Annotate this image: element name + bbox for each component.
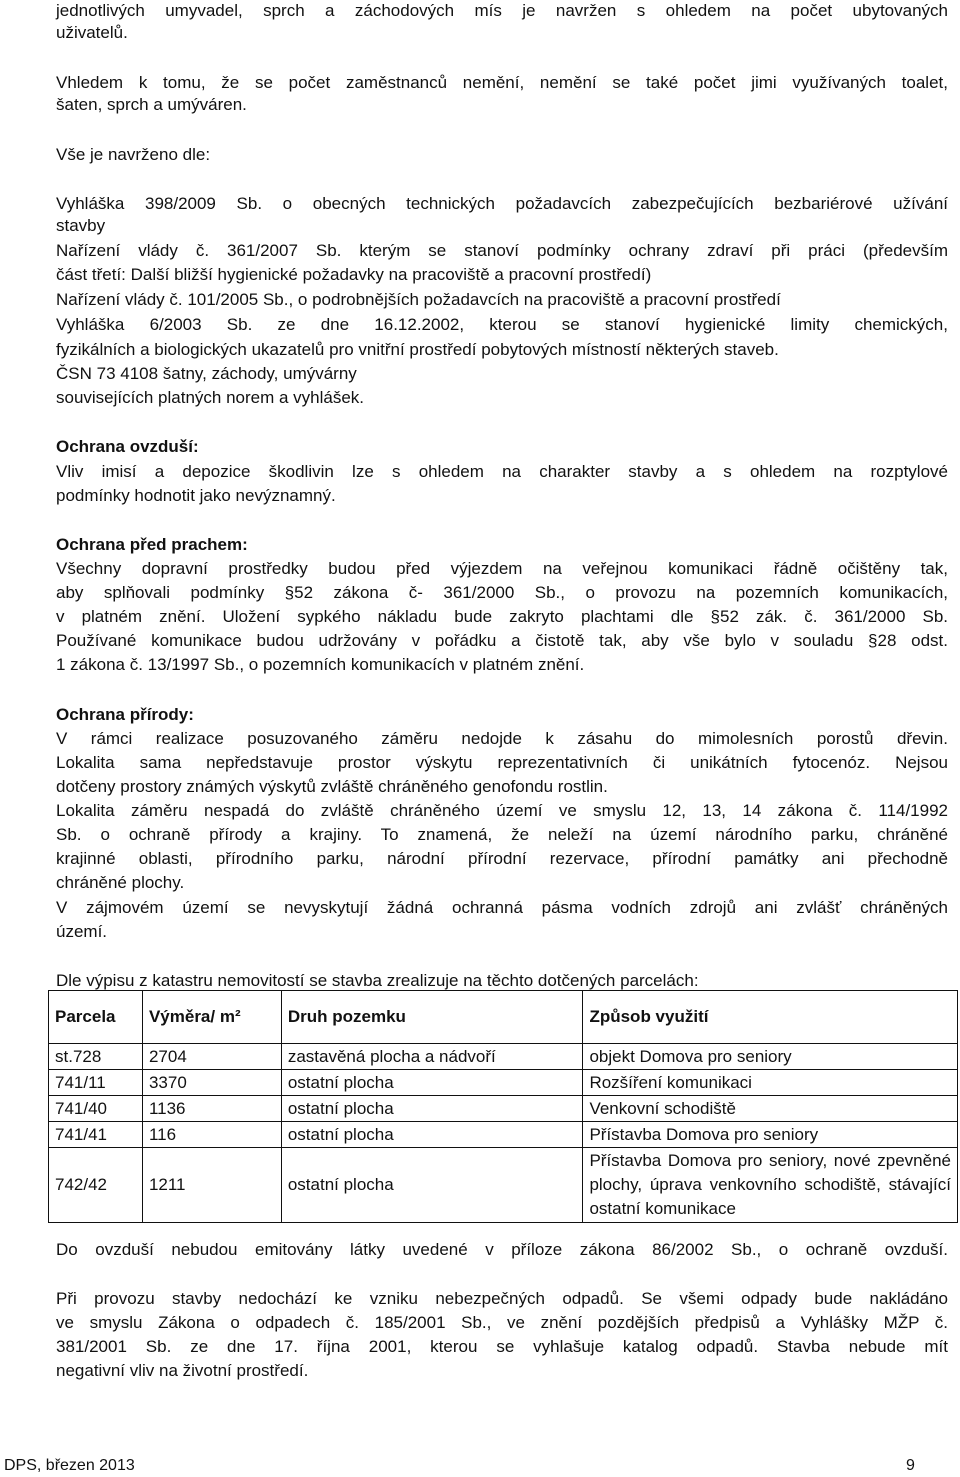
text-line: jednotlivých umyvadel, sprch a záchodových mís je navržen s ohledem na počet ubytovaných — [56, 1, 948, 20]
text-line: podmínky hodnotit jako nevýznamný. — [56, 486, 336, 505]
cell-druh: zastavěná plocha a nádvoří — [281, 1044, 583, 1070]
cell-druh: ostatní plocha — [281, 1096, 583, 1122]
section-heading-ovzdusi: Ochrana ovzduší: — [56, 437, 199, 456]
text-line: ve smyslu Zákona o odpadech č. 185/2001 Sb., ve znění pozdějších předpisů a Vyhlášky MŽP č. — [56, 1313, 948, 1332]
cell-druh: ostatní plocha — [281, 1148, 583, 1223]
cell-vymera: 1136 — [142, 1096, 281, 1122]
text-line: chráněné plochy. — [56, 873, 185, 892]
cell-parcela: st.728 — [49, 1044, 143, 1070]
text-line: území. — [56, 922, 108, 941]
table-row — [49, 1122, 958, 1148]
text-line: ČSN 73 4108 šatny, záchody, umývárny — [56, 364, 357, 383]
text-line: Do ovzduší nebudou emitovány látky uvedené v příloze zákona 86/2002 Sb., o ochraně ovzduší. — [56, 1240, 948, 1259]
text-line: Všechny dopravní prostředky budou před výjezdem na veřejnou komunikaci řádně očištěny tak, — [56, 559, 948, 578]
text-line: 381/2001 Sb. ze dne 17. října 2001, kterou se vyhlašuje katalog odpadů. Stavba nebude mít — [56, 1337, 948, 1356]
footer-document-label: DPS, březen 2013 — [4, 1457, 135, 1474]
text-line: Vhledem k tomu, že se počet zaměstnanců nemění, nemění se také počet jimi využívaných toalet, — [56, 73, 948, 92]
cell-parcela: 741/11 — [49, 1070, 143, 1096]
text-line: Nařízení vlády č. 101/2005 Sb., o podrobnějších požadavcích na pracoviště a pracovní prostředí — [56, 290, 781, 309]
cell-vyuziti: objekt Domova pro seniory — [583, 1044, 958, 1070]
table-row — [49, 1096, 958, 1122]
text-line: Vše je navrženo dle: — [56, 145, 211, 164]
text-line: V rámci realizace posuzovaného záměru nedojde k zásahu do mimolesních porostů dřevin. — [56, 729, 948, 748]
text-line: Vyhláška 398/2009 Sb. o obecných technických požadavcích zabezpečujících bezbariérové užívání — [56, 194, 948, 213]
text-line: aby splňovali podmínky §52 zákona č- 361/2000 Sb., o provozu na pozemních komunikacích, — [56, 583, 948, 602]
text-line: Nařízení vlády č. 361/2007 Sb. kterým se stanoví podmínky ochrany zdraví při práci (především — [56, 241, 948, 260]
cell-parcela: 741/41 — [49, 1122, 143, 1148]
table-row — [49, 1044, 958, 1070]
cell-druh: ostatní plocha — [281, 1070, 583, 1096]
table-header-row — [49, 991, 958, 1044]
text-line: uživatelů. — [56, 23, 128, 42]
parcel-table — [48, 990, 958, 1223]
text-line: šaten, sprch a umýváren. — [56, 95, 247, 114]
cell-vymera: 2704 — [142, 1044, 281, 1070]
text-line: 1 zákona č. 13/1997 Sb., o pozemních komunikacích v platném znění. — [56, 655, 585, 674]
text-line: Lokalita záměru nespadá do zvláště chráněného území ve smyslu 12, 13, 14 zákona č. 114/1992 — [56, 801, 948, 820]
text-line: Používané komunikace budou udržovány v pořádku a čistotě tak, aby vše bylo v souladu §28 odst. — [56, 631, 948, 650]
text-line: Vliv imisí a depozice škodlivin lze s ohledem na charakter stavby a s ohledem na rozptylové — [56, 462, 948, 481]
text-line: v platném znění. Uložení sypkého nákladu bude zakryto plachtami dle §52 zák. č. 361/2000 Sb. — [56, 607, 948, 626]
cell-vyuziti: Venkovní schodiště — [583, 1096, 958, 1122]
text-line: Lokalita sama nepředstavuje prostor výskytu reprezentativních či unikátních fytocenóz. Nejsou — [56, 753, 948, 772]
text-line: Vyhláška 6/2003 Sb. ze dne 16.12.2002, kterou se stanoví hygienické limity chemických, — [56, 315, 948, 334]
cell-vymera: 1211 — [142, 1148, 281, 1223]
section-heading-priroda: Ochrana přírody: — [56, 705, 194, 724]
text-line: Sb. o ochraně přírody a krajiny. To znamená, že neleží na území národního parku, chráněné — [56, 825, 948, 844]
cell-parcela: 742/42 — [49, 1148, 143, 1223]
cell-vyuziti: Přístavba Domova pro seniory, nové zpevněné plochy, úprava venkovního schodiště, stávající ostatní komunikace — [583, 1148, 958, 1223]
text-line: dotčeny prostory známých výskytů zvláště chráněného genofondu rostlin. — [56, 777, 608, 796]
header-parcela: Parcela — [49, 991, 143, 1044]
cell-vyuziti: Přístavba Domova pro seniory — [583, 1122, 958, 1148]
header-zpusob-vyuziti: Způsob využití — [583, 991, 958, 1044]
cell-vyuziti: Rozšíření komunikaci — [583, 1070, 958, 1096]
cell-vymera: 3370 — [142, 1070, 281, 1096]
text-line: fyzikálních a biologických ukazatelů pro vnitřní prostředí pobytových místností některých staveb. — [56, 340, 779, 359]
cell-druh: ostatní plocha — [281, 1122, 583, 1148]
text-line: stavby — [56, 216, 106, 235]
header-druh-pozemku: Druh pozemku — [281, 991, 583, 1044]
text-line: souvisejících platných norem a vyhlášek. — [56, 388, 365, 407]
table-row — [49, 1148, 958, 1223]
text-line: negativní vliv na životní prostředí. — [56, 1361, 309, 1380]
table-row — [49, 1070, 958, 1096]
text-line: krajinné oblasti, přírodního parku, národní přírodní rezervace, přírodní památky ani přechodně — [56, 849, 948, 868]
section-heading-prach: Ochrana před prachem: — [56, 535, 248, 554]
page-number: 9 — [906, 1457, 915, 1474]
cell-parcela: 741/40 — [49, 1096, 143, 1122]
header-vymera: Výměra/ m² — [142, 991, 281, 1044]
text-line: část třetí: Další bližší hygienické požadavky na pracoviště a pracovní prostředí) — [56, 265, 652, 284]
text-line: V zájmovém území se nevyskytují žádná ochranná pásma vodních zdrojů ani zvlášť chráněných — [56, 898, 948, 917]
table-intro: Dle výpisu z katastru nemovitostí se stavba zrealizuje na těchto dotčených parcelách: — [56, 971, 699, 990]
cell-vymera: 116 — [142, 1122, 281, 1148]
text-line: Při provozu stavby nedochází ke vzniku nebezpečných odpadů. Se všemi odpady bude nakládáno — [56, 1289, 948, 1308]
